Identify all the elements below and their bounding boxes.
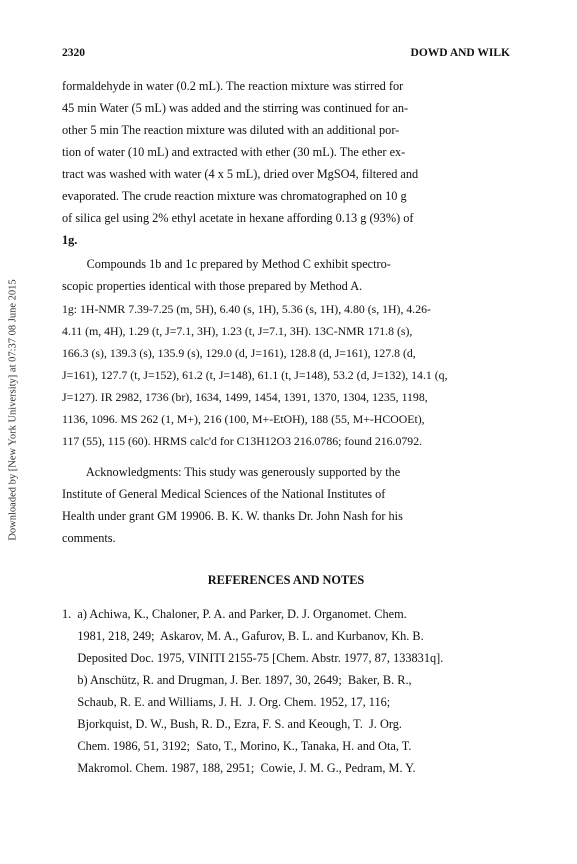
acknowledgments-line: Institute of General Medical Sciences of the National Institutes of [62,487,386,501]
reference-line: 1981, 218, 249; Askarov, M. A., Gafurov, B. L. and Kurbanov, Kh. B. [62,629,424,643]
paragraph-1-line: evaporated. The crude reaction mixture was chromatographed on 10 g [62,189,407,203]
paragraph-1-line: formaldehyde in water (0.2 mL). The reaction mixture was stirred for [62,79,404,93]
acknowledgments-line: Health under grant GM 19906. B. K. W. thanks Dr. John Nash for his [62,509,403,523]
running-title: DOWD AND WILK [410,47,510,59]
paragraph-1-line: 1g. [62,233,78,247]
spectral-data-line: 166.3 (s), 139.3 (s), 135.9 (s), 129.0 (d, J=161), 128.8 (d, J=161), 127.8 (d, [62,346,416,360]
reference-line: Bjorkquist, D. W., Bush, R. D., Ezra, F. S. and Keough, T. J. Org. [62,717,402,731]
spectral-data-line: J=161), 127.7 (t, J=152), 61.2 (t, J=148), 61.1 (t, J=148), 53.2 (d, J=132), 14.1 (q, [62,368,448,382]
acknowledgments-line: comments. [62,531,116,545]
page-header [62,47,510,63]
spectral-data-line: J=127). IR 2982, 1736 (br), 1634, 1499, 1454, 1391, 1370, 1304, 1235, 1198, [62,390,428,404]
paragraph-1-line: other 5 min The reaction mixture was diluted with an additional por- [62,123,400,137]
reference-line: b) Anschütz, R. and Drugman, J. Ber. 1897, 30, 2649; Baker, B. R., [62,673,412,687]
paragraph-2-line: scopic properties identical with those prepared by Method A. [62,279,363,293]
references-heading: REFERENCES AND NOTES [207,573,365,587]
download-watermark-text: Downloaded by [New York University] at 07:37 08 June 2015 [7,279,19,541]
reference-line: Makromol. Chem. 1987, 188, 2951; Cowie, J. M. G., Pedram, M. Y. [62,761,416,775]
paragraph-1-line: tion of water (10 mL) and extracted with ether (30 mL). The ether ex- [62,145,406,159]
spectral-data-line: 1136, 1096. MS 262 (1, M+), 216 (100, M+-EtOH), 188 (55, M+-HCOOEt), [62,412,425,426]
page-number: 2320 [62,47,85,59]
spectral-data-line: 117 (55), 115 (60). HRMS calc'd for C13H12O3 216.0786; found 216.0792. [62,434,423,448]
reference-line: 1. a) Achiwa, K., Chaloner, P. A. and Parker, D. J. Organomet. Chem. [62,607,407,621]
reference-line: Schaub, R. E. and Williams, J. H. J. Org. Chem. 1952, 17, 116; [62,695,391,709]
paragraph-1-line: 45 min Water (5 mL) was added and the stirring was continued for an- [62,101,409,115]
spectral-data-line: 1g: 1H-NMR 7.39-7.25 (m, 5H), 6.40 (s, 1H), 5.36 (s, 1H), 4.80 (s, 1H), 4.26- [62,302,431,316]
reference-line: Chem. 1986, 51, 3192; Sato, T., Morino, K., Tanaka, H. and Ota, T. [62,739,412,753]
paragraph-1-line: of silica gel using 2% ethyl acetate in hexane affording 0.13 g (93%) of [62,211,414,225]
paragraph-1-line: tract was washed with water (4 x 5 mL), dried over MgSO4, filtered and [62,167,419,181]
paragraph-2-line: Compounds 1b and 1c prepared by Method C exhibit spectro- [62,257,391,271]
reference-line: Deposited Doc. 1975, VINITI 2155-75 [Chem. Abstr. 1977, 87, 133831q]. [62,651,444,665]
download-watermark [2,200,24,620]
acknowledgments-line: Acknowledgments: This study was generously supported by the [62,465,401,479]
spectral-data-line: 4.11 (m, 4H), 1.29 (t, J=7.1, 3H), 1.23 (t, J=7.1, 3H). 13C-NMR 171.8 (s), [62,324,413,338]
